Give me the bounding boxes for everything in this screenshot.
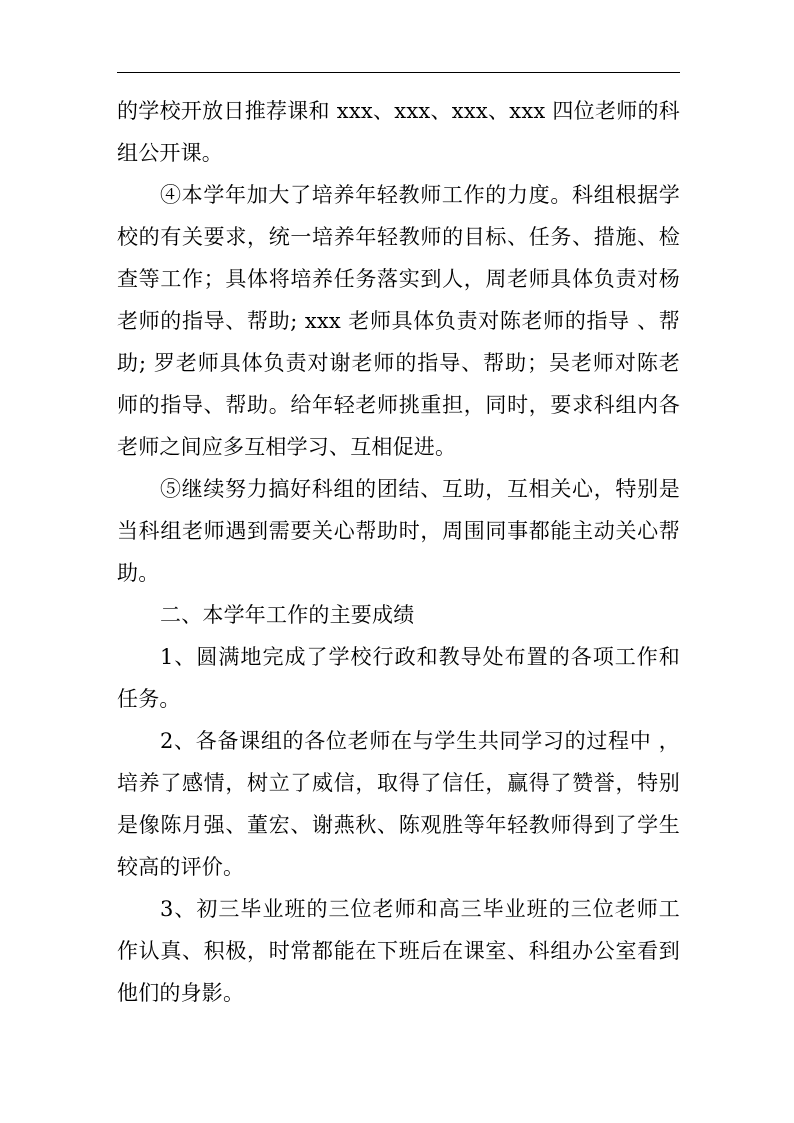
paragraph-item-5: ⑤继续努力搞好科组的团结、互助，互相关心，特别是当科组老师遇到需要关心帮助时，周围同事都能主动关心帮助。	[117, 477, 680, 585]
paragraph-achievement-3: 3、初三毕业班的三位老师和高三毕业班的三位老师工作认真、积极，时常都能在下班后在课室、科组办公室看到他们的身影。	[117, 897, 680, 1005]
section-heading: 二、本学年工作的主要成绩	[160, 603, 415, 627]
paragraph-achievement-2: 2、各备课组的各位老师在与学生共同学习的过程中 ，培养了感情，树立了威信，取得了信任，赢得了赞誉，特别是像陈月强、董宏、谢燕秋、陈观胜等年轻教师得到了学生较高的评价。	[117, 729, 680, 879]
document-body	[117, 90, 680, 1014]
paragraph-achievement-1: 1、圆满地完成了学校行政和教导处布置的各项工作和任务。	[117, 645, 680, 711]
header-rule	[117, 72, 680, 73]
paragraph-continuation: 的学校开放日推荐课和 xxx、xxx、xxx、xxx 四位老师的科组公开课。	[117, 99, 680, 165]
paragraph-item-4: ④本学年加大了培养年轻教师工作的力度。科组根据学校的有关要求，统一培养年轻教师的目标、任务、措施、检查等工作；具体将培养任务落实到人，周老师具体负责对杨老师的指导、帮助; xxx 老师具体负责对陈老师的指导 、帮助; 罗老师具体负责对谢老师的指导、帮助；吴老师对陈老师的指导、帮助。给年轻老师挑重担，同时，要求科组内各老师之间应多互相学习、互相促进。	[117, 183, 680, 459]
